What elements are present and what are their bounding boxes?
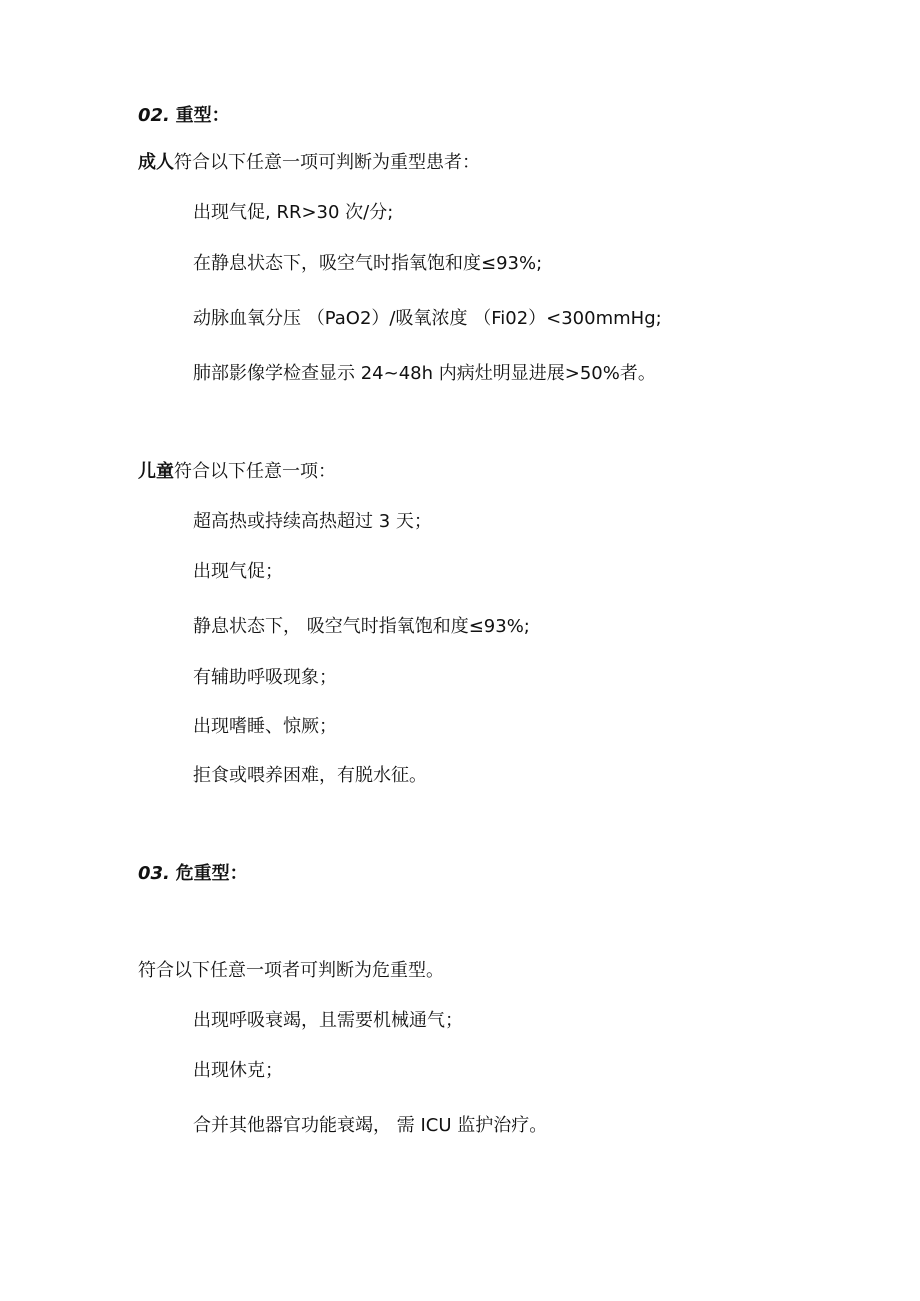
severe-heading-text: 重型： <box>175 105 230 126</box>
adult-criterion-item: 肺部影像学检查显示 24~48h 内病灶明显进展>50%者。 <box>193 363 656 384</box>
severe-heading-number: 02. <box>138 105 170 126</box>
child-lead-text: 符合以下任意一项： <box>174 461 336 482</box>
adult-criterion-item: 在静息状态下，吸空气时指氧饱和度≤93%; <box>193 253 543 274</box>
child-criteria-lead <box>138 460 336 484</box>
child-criterion-item: 出现气促； <box>193 561 283 582</box>
child-label: 儿童 <box>138 461 174 482</box>
adult-label: 成人 <box>138 152 174 173</box>
critical-heading-text: 危重型： <box>175 863 248 884</box>
child-criterion-item: 超高热或持续高热超过 3 天； <box>193 511 432 532</box>
adult-lead-text: 符合以下任意一项可判断为重型患者： <box>174 152 480 173</box>
adult-criterion-item: 出现气促, RR>30 次/分; <box>193 202 394 223</box>
critical-criterion-item: 合并其他器官功能衰竭， 需 ICU 监护治疗。 <box>193 1115 548 1136</box>
child-criterion-item: 出现嗜睡、惊厥； <box>193 716 337 737</box>
child-criterion-item: 有辅助呼吸现象； <box>193 667 337 688</box>
child-criterion-item: 静息状态下， 吸空气时指氧饱和度≤93%; <box>193 616 530 637</box>
critical-criterion-item: 出现休克； <box>193 1060 283 1081</box>
severe-heading <box>138 104 230 128</box>
critical-criterion-item: 出现呼吸衰竭，且需要机械通气； <box>193 1010 463 1031</box>
child-criterion-item: 拒食或喂养困难，有脱水征。 <box>193 765 427 786</box>
critical-heading <box>138 862 248 886</box>
adult-criteria-lead <box>138 151 480 175</box>
critical-heading-number: 03. <box>138 863 170 884</box>
adult-criterion-item: 动脉血氧分压 （PaO2）/吸氧浓度 （Fi02）<300mmHg; <box>193 308 662 329</box>
critical-criteria-lead: 符合以下任意一项者可判断为危重型。 <box>138 960 444 981</box>
